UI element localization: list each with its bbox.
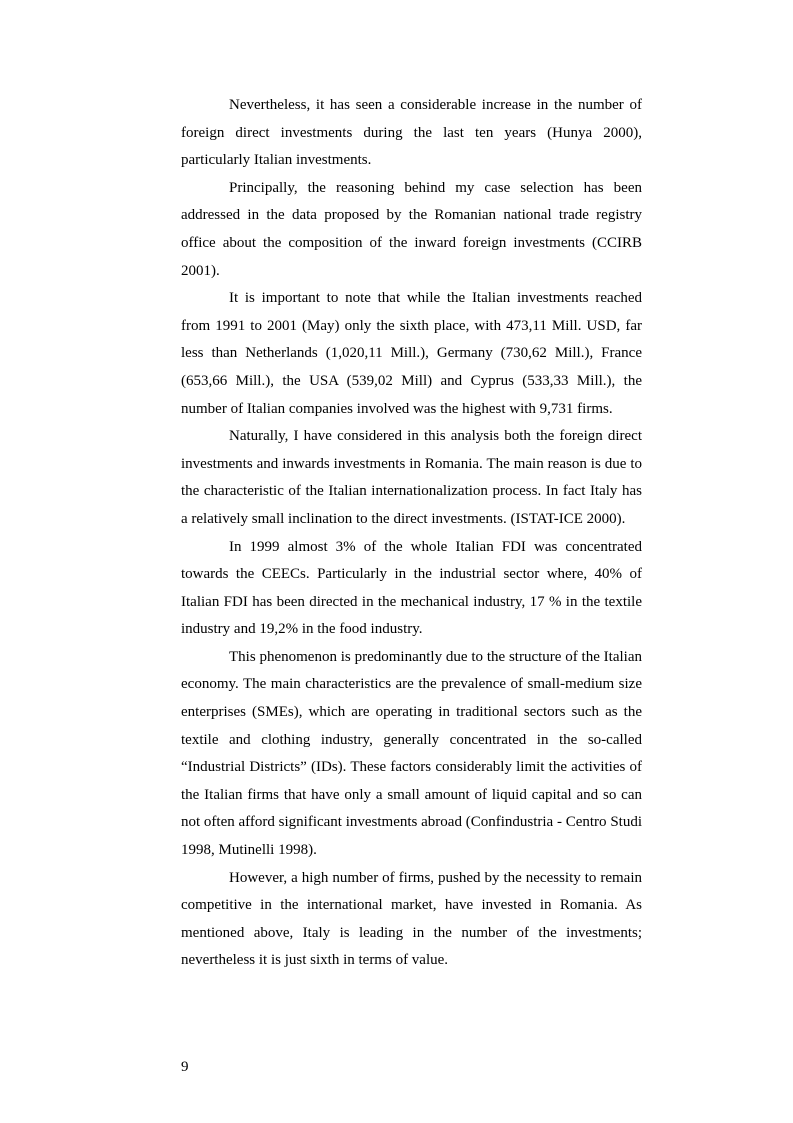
paragraph: Naturally, I have considered in this analysis both the foreign direct investments and inwards investments in Romania. The main reason is due to the characteristic of the Italian internationalization process. In fact Italy has a relatively small inclination to the direct investments. (ISTAT-ICE 2000).: [181, 428, 642, 527]
paragraph: Principally, the reasoning behind my case selection has been addressed in the data proposed by the Romanian national trade registry office about the composition of the inward foreign investments (CCIRB 2001).: [181, 179, 642, 279]
document-body: [181, 92, 642, 975]
page-number: 9: [181, 1059, 189, 1075]
paragraph: In 1999 almost 3% of the whole Italian FDI was concentrated towards the CEECs. Particularly in the industrial sector where, 40% of Italian FDI has been directed in the mechanical industry, 17 % in the textile industry and 19,2% in the food industry.: [181, 538, 642, 638]
paragraph: However, a high number of firms, pushed by the necessity to remain competitive in the international market, have invested in Romania. As mentioned above, Italy is leading in the number of the investments; nevertheless it is just sixth in terms of value.: [181, 869, 642, 969]
paragraph: It is important to note that while the Italian investments reached from 1991 to 2001 (May) only the sixth place, with 473,11 Mill. USD, far less than Netherlands (1,020,11 Mill.), Germany (730,62 Mill.), France (653,66 Mill.), the USA (539,02 Mill) and Cyprus (533,33 Mill.), the number of Italian companies involved was the highest with 9,731 firms.: [181, 290, 642, 417]
paragraph: Nevertheless, it has seen a considerable increase in the number of foreign direct investments during the last ten years (Hunya 2000), particularly Italian investments.: [181, 97, 642, 169]
paragraph: This phenomenon is predominantly due to the structure of the Italian economy. The main characteristics are the prevalence of small-medium size enterprises (SMEs), which are operating in traditional sectors such as the textile and clothing industry, generally concentrated in the so-called “Industrial Districts” (IDs). These factors considerably limit the activities of the Italian firms that have only a small amount of liquid capital and so can not often afford significant investments abroad (Confindustria - Centro Studi 1998, Mutinelli 1998).: [181, 648, 642, 859]
